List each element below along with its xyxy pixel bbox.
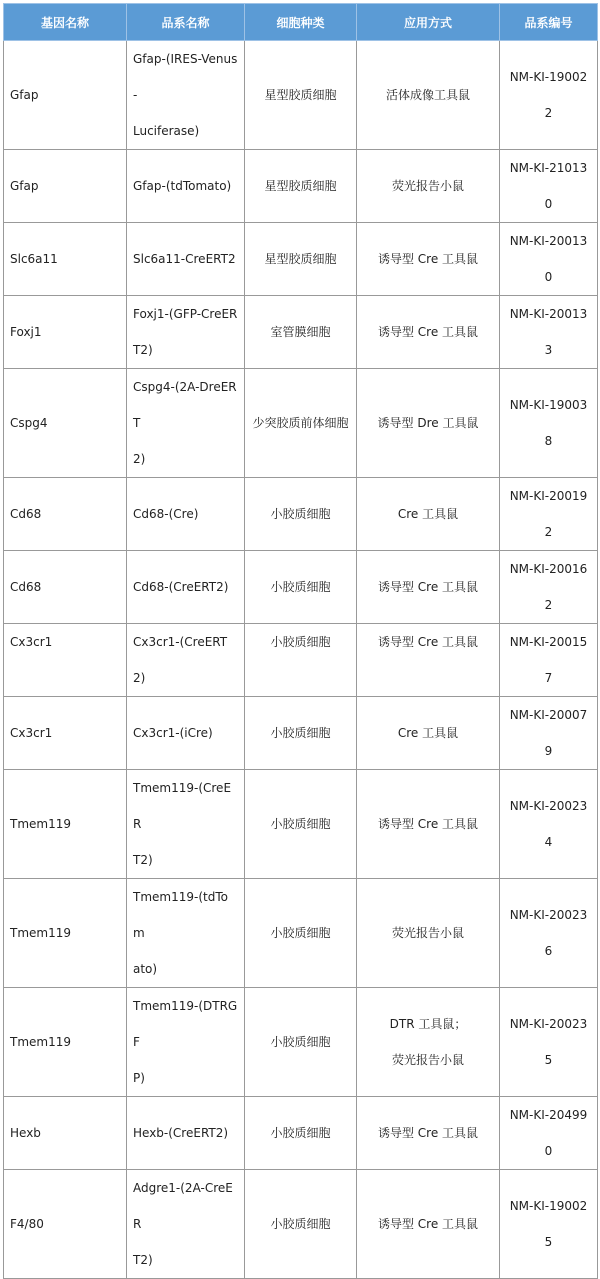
strain-code-cell: NM-KI-200192 [500,478,598,551]
strain-name-cell-line: 2) [133,452,146,466]
strain-name-cell-line: Cd68-(CreERT2) [133,580,229,594]
strain-name-cell-line: Gfap-(tdTomato) [133,179,232,193]
table-row [4,150,598,223]
table-row [4,551,598,624]
table-row [4,296,598,369]
application-cell [357,879,500,988]
table-header [4,4,598,41]
strain-code-cell: NM-KI-200234 [500,770,598,879]
application-cell-line: 荧光报告小鼠 [391,1053,464,1067]
strain-code-cell: NM-KI-200235 [500,988,598,1097]
cell-type-cell: 小胶质细胞 [245,1097,357,1170]
strain-code-cell: NM-KI-200236 [500,879,598,988]
application-cell-line: Cre 工具鼠 [397,726,459,740]
strain-name-cell-line: Tmem119-(CreER [133,781,232,831]
strain-code-cell: NM-KI-190025 [500,1170,598,1279]
strain-name-cell [127,296,245,369]
strain-name-cell [127,1170,245,1279]
header-strain-code: 品系编号 [500,4,598,41]
table-row [4,478,598,551]
gene-name-cell: Foxj1 [4,296,127,369]
table-row [4,879,598,988]
application-cell-line: 荧光报告小鼠 [391,179,464,193]
application-cell-line: 诱导型 Cre 工具鼠 [377,635,479,649]
strain-name-cell-line: T2) [133,343,153,357]
cell-type-cell: 小胶质细胞 [245,551,357,624]
strain-name-cell-line: Foxj1-(GFP-CreER [133,307,238,321]
cell-type-cell: 室管膜细胞 [245,296,357,369]
strain-name-cell-line: Slc6a11-CreERT2 [133,252,236,266]
strain-code-cell: NM-KI-204990 [500,1097,598,1170]
strain-code-cell: NM-KI-200157 [500,624,598,697]
application-cell [357,624,500,697]
gene-name-cell: Cx3cr1 [4,624,127,697]
application-cell [357,1097,500,1170]
strain-name-cell [127,1097,245,1170]
table-row [4,369,598,478]
cell-type-cell: 小胶质细胞 [245,697,357,770]
cell-type-cell: 星型胶质细胞 [245,41,357,150]
strain-name-cell-line: ato) [133,962,158,976]
application-cell-line: DTR 工具鼠； [389,1017,467,1031]
gene-name-cell: Gfap [4,41,127,150]
strain-name-cell [127,369,245,478]
strain-name-cell-line: T2) [133,853,153,867]
application-cell-line: 活体成像工具鼠 [385,88,470,102]
strain-name-cell [127,41,245,150]
header-application: 应用方式 [357,4,500,41]
header-gene-name: 基因名称 [4,4,127,41]
gene-name-cell: Hexb [4,1097,127,1170]
strain-name-cell [127,697,245,770]
gene-name-cell: Slc6a11 [4,223,127,296]
application-cell [357,369,500,478]
application-cell-line: Cre 工具鼠 [397,507,459,521]
cell-type-cell: 小胶质细胞 [245,1170,357,1279]
strain-name-cell-line: Cd68-(Cre) [133,507,199,521]
strain-name-cell [127,988,245,1097]
application-cell [357,1170,500,1279]
application-cell [357,478,500,551]
strain-name-cell-line: Cx3cr1-(iCre) [133,726,213,740]
strain-name-cell [127,879,245,988]
table-row [4,988,598,1097]
strain-name-cell [127,624,245,697]
gene-name-cell: Tmem119 [4,988,127,1097]
strain-name-cell-line: Tmem119-(tdTom [133,890,228,940]
strain-name-cell [127,551,245,624]
strain-name-cell-line: Tmem119-(DTRGF [133,999,238,1049]
table-row [4,1170,598,1279]
cell-type-cell: 星型胶质细胞 [245,223,357,296]
cell-type-cell: 少突胶质前体细胞 [245,369,357,478]
table-body [4,41,598,1279]
cell-type-cell: 小胶质细胞 [245,624,357,697]
application-cell [357,150,500,223]
application-cell-line: 荧光报告小鼠 [391,926,464,940]
header-strain-name: 品系名称 [127,4,245,41]
application-cell [357,770,500,879]
gene-name-cell: Tmem119 [4,879,127,988]
strain-name-cell-line: Gfap-(IRES-Venus- [133,52,238,102]
strain-code-cell: NM-KI-200130 [500,223,598,296]
application-cell-line: 诱导型 Dre 工具鼠 [377,416,479,430]
table-row [4,41,598,150]
cell-type-cell: 小胶质细胞 [245,879,357,988]
strain-name-cell [127,770,245,879]
application-cell-line: 诱导型 Cre 工具鼠 [377,580,479,594]
application-cell-line: 诱导型 Cre 工具鼠 [377,1126,479,1140]
application-cell-line: 诱导型 Cre 工具鼠 [377,252,479,266]
strain-name-cell [127,223,245,296]
cell-type-cell: 小胶质细胞 [245,478,357,551]
strain-code-cell: NM-KI-190038 [500,369,598,478]
strain-code-cell: NM-KI-190022 [500,41,598,150]
gene-name-cell: Cd68 [4,478,127,551]
application-cell-line: 诱导型 Cre 工具鼠 [377,817,479,831]
strain-code-cell: NM-KI-200162 [500,551,598,624]
application-cell-line: 诱导型 Cre 工具鼠 [377,325,479,339]
strain-code-cell: NM-KI-200133 [500,296,598,369]
application-cell [357,697,500,770]
strain-name-cell-line: Cx3cr1-(CreERT2) [133,635,228,685]
application-cell [357,988,500,1097]
strain-name-cell-line: T2) [133,1253,153,1267]
strain-code-cell: NM-KI-200079 [500,697,598,770]
gene-name-cell: Tmem119 [4,770,127,879]
strain-name-cell [127,478,245,551]
strain-name-cell-line: Adgre1-(2A-CreER [133,1181,233,1231]
table-row [4,697,598,770]
application-cell [357,223,500,296]
table-row [4,223,598,296]
strain-name-cell-line: P) [133,1071,145,1085]
table-row [4,1097,598,1170]
gene-name-cell: Gfap [4,150,127,223]
gene-name-cell: F4/80 [4,1170,127,1279]
cell-type-cell: 星型胶质细胞 [245,150,357,223]
header-row [4,4,598,41]
gene-name-cell: Cd68 [4,551,127,624]
application-cell [357,296,500,369]
gene-name-cell: Cx3cr1 [4,697,127,770]
cell-type-cell: 小胶质细胞 [245,770,357,879]
cell-type-cell: 小胶质细胞 [245,988,357,1097]
application-cell [357,41,500,150]
strain-table [3,3,598,1279]
table-row [4,770,598,879]
strain-name-cell [127,150,245,223]
strain-name-cell-line: Hexb-(CreERT2) [133,1126,229,1140]
strain-code-cell: NM-KI-210130 [500,150,598,223]
table-row [4,624,598,697]
gene-name-cell: Cspg4 [4,369,127,478]
application-cell [357,551,500,624]
strain-name-cell-line: Cspg4-(2A-DreERT [133,380,237,430]
header-cell-type: 细胞种类 [245,4,357,41]
application-cell-line: 诱导型 Cre 工具鼠 [377,1217,479,1231]
strain-name-cell-line: Luciferase) [133,124,200,138]
